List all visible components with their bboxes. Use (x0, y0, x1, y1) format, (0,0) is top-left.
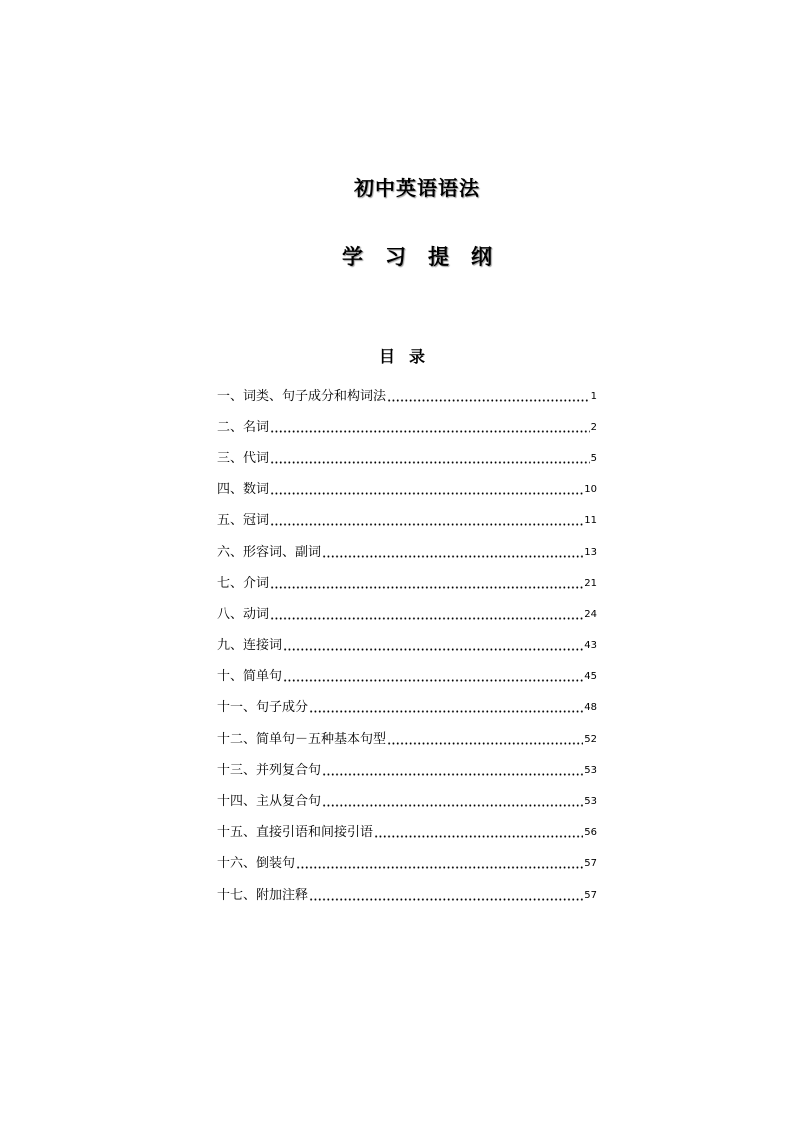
toc-entry[interactable] (217, 631, 597, 662)
document-title: 初中英语语法 (354, 176, 480, 200)
dot-leader (322, 764, 583, 778)
toc-entry-page: 48 (584, 702, 597, 714)
toc-entry-label: 十五、直接引语和间接引语 (217, 825, 374, 841)
dot-leader (374, 826, 583, 840)
toc-entry-label: 十七、附加注释 (217, 887, 309, 903)
dot-leader (322, 795, 583, 809)
table-of-contents (217, 381, 597, 911)
toc-entry-page: 53 (584, 796, 597, 808)
toc-entry-label: 十六、倒装句 (217, 856, 296, 872)
toc-entry[interactable] (217, 568, 597, 599)
toc-entry-label: 五、冠词 (217, 513, 270, 529)
toc-entry[interactable] (217, 818, 597, 849)
dot-leader (309, 889, 583, 903)
toc-entry-label: 十二、简单句－五种基本句型 (217, 731, 387, 747)
dot-leader (270, 577, 583, 591)
toc-entry[interactable] (217, 475, 597, 506)
toc-entry-label: 十一、句子成分 (217, 700, 309, 716)
toc-entry[interactable] (217, 755, 597, 786)
toc-entry[interactable] (217, 506, 597, 537)
toc-entry-label: 四、数词 (217, 482, 270, 498)
toc-entry-page: 24 (584, 608, 597, 620)
toc-entry-page: 5 (590, 452, 597, 464)
toc-entry-page: 2 (590, 421, 597, 433)
toc-entry[interactable] (217, 599, 597, 630)
toc-heading: 目录 (378, 347, 439, 366)
dot-leader (322, 546, 583, 560)
toc-entry[interactable] (217, 537, 597, 568)
toc-entry-label: 八、动词 (217, 606, 270, 622)
toc-entry-label: 七、介词 (217, 575, 270, 591)
toc-entry-label: 六、形容词、副词 (217, 544, 322, 560)
toc-entry-page: 57 (584, 858, 597, 870)
dot-leader (283, 670, 583, 684)
toc-entry[interactable] (217, 443, 597, 474)
dot-leader (387, 390, 590, 404)
toc-entry[interactable] (217, 381, 597, 412)
toc-entry-page: 1 (590, 390, 597, 402)
toc-entry[interactable] (217, 849, 597, 880)
toc-entry[interactable] (217, 412, 597, 443)
dot-leader (270, 421, 590, 435)
toc-entry-page: 43 (584, 640, 597, 652)
toc-entry-page: 52 (584, 733, 597, 745)
toc-entry-label: 十三、并列复合句 (217, 762, 322, 778)
toc-entry-page: 11 (584, 515, 597, 527)
toc-entry[interactable] (217, 724, 597, 755)
toc-entry-page: 53 (584, 764, 597, 776)
toc-entry-page: 21 (584, 577, 597, 589)
document-subtitle: 学习提纲 (342, 245, 514, 269)
toc-entry-label: 九、连接词 (217, 638, 283, 654)
toc-entry-label: 二、名词 (217, 419, 270, 435)
dot-leader (296, 857, 583, 871)
toc-entry-page: 13 (584, 546, 597, 558)
dot-leader (270, 483, 583, 497)
toc-entry[interactable] (217, 786, 597, 817)
toc-entry-label: 一、词类、句子成分和构词法 (217, 388, 387, 404)
toc-entry-page: 10 (584, 484, 597, 496)
toc-entry-label: 十、简单句 (217, 669, 283, 685)
dot-leader (387, 733, 583, 747)
dot-leader (270, 608, 583, 622)
dot-leader (283, 639, 583, 653)
toc-entry[interactable] (217, 662, 597, 693)
toc-entry[interactable] (217, 693, 597, 724)
toc-entry-page: 57 (584, 889, 597, 901)
dot-leader (270, 514, 583, 528)
toc-entry-page: 56 (584, 827, 597, 839)
toc-entry[interactable] (217, 880, 597, 911)
dot-leader (270, 452, 590, 466)
toc-entry-label: 三、代词 (217, 450, 270, 466)
toc-entry-page: 45 (584, 671, 597, 683)
dot-leader (309, 701, 583, 715)
toc-entry-label: 十四、主从复合句 (217, 794, 322, 810)
